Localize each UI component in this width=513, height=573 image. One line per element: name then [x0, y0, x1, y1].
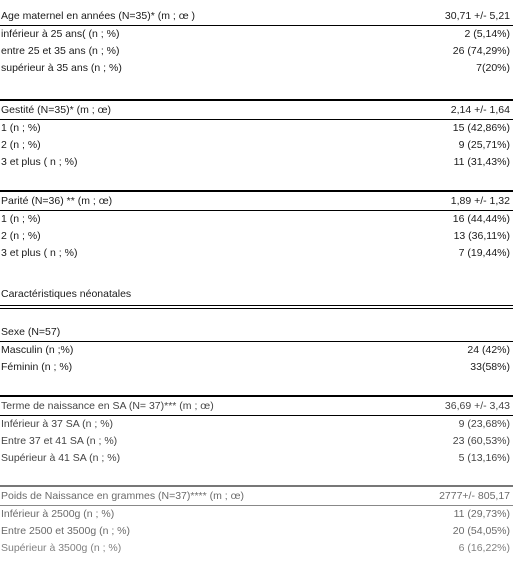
header-value: 1,89 +/- 1,32	[450, 195, 510, 207]
row-label: 3 et plus ( n ; %)	[1, 247, 78, 259]
section-title	[0, 286, 513, 303]
row-label: supérieur à 35 ans (n ; %)	[1, 62, 122, 74]
header-label: Poids de Naissance en grammes (N=37)**** (m ; œ)	[1, 490, 245, 502]
table-row	[0, 416, 513, 433]
section-sexe	[0, 324, 513, 376]
row-value: 20 (54,05%)	[452, 525, 510, 537]
section-divider	[0, 99, 513, 101]
table-row	[0, 43, 513, 60]
header-label: Terme de naissance en SA (N= 37)*** (m ; œ)	[1, 400, 214, 412]
row-label: 2 (n ; %)	[1, 230, 41, 242]
table-row	[0, 359, 513, 376]
section-divider	[0, 305, 513, 309]
header-label: Sexe (N=57)	[1, 326, 61, 338]
row-label: 1 (n ; %)	[1, 213, 41, 225]
section-divider	[0, 395, 513, 397]
table-row	[0, 506, 513, 523]
table-row	[0, 120, 513, 137]
section-age-maternel	[0, 8, 513, 77]
row-value: 23 (60,53%)	[452, 435, 510, 447]
row-value: 2 (5,14%)	[464, 28, 510, 40]
section-gestite	[0, 102, 513, 171]
row-label: Supérieur à 41 SA (n ; %)	[1, 452, 121, 464]
row-label: entre 25 et 35 ans (n ; %)	[1, 45, 120, 57]
row-label: Inférieur à 2500g (n ; %)	[1, 508, 115, 520]
row-label: Supérieur à 3500g (n ; %)	[1, 542, 122, 554]
section-header-row	[0, 398, 513, 416]
row-value: 5 (13,16%)	[458, 452, 510, 464]
header-label: Age maternel en années (N=35)* (m ; œ )	[1, 10, 196, 22]
table-row	[0, 154, 513, 171]
row-label: inférieur à 25 ans( (n ; %)	[1, 28, 120, 40]
section-header-row	[0, 8, 513, 26]
row-label: 1 (n ; %)	[1, 122, 41, 134]
row-value: 11 (31,43%)	[453, 156, 510, 168]
row-value: 11 (29,73%)	[453, 508, 510, 520]
header-value: 30,71 +/- 5,21	[444, 10, 510, 22]
table-row	[0, 228, 513, 245]
table-row	[0, 60, 513, 77]
row-value: 24 (42%)	[467, 344, 510, 356]
section-title-label: Caractéristiques néonatales	[1, 288, 132, 300]
table-row	[0, 211, 513, 228]
row-label: Inférieur à 37 SA (n ; %)	[1, 418, 114, 430]
row-label: 3 et plus ( n ; %)	[1, 156, 78, 168]
table-row	[0, 523, 513, 540]
header-label: Parité (N=36) ** (m ; œ)	[1, 195, 113, 207]
row-value: 9 (23,68%)	[458, 418, 510, 430]
section-poids-naissance	[0, 488, 513, 557]
section-header-row	[0, 193, 513, 211]
section-caracteristiques-neonatales	[0, 286, 513, 303]
row-value: 13 (36,11%)	[453, 230, 510, 242]
section-terme-naissance	[0, 398, 513, 467]
header-value: 2,14 +/- 1,64	[450, 104, 510, 116]
row-label: 2 (n ; %)	[1, 139, 41, 151]
row-label: Féminin (n ; %)	[1, 361, 73, 373]
section-header-row	[0, 324, 513, 342]
header-value: 2777+/- 805,17	[439, 490, 510, 502]
row-value: 7(20%)	[476, 62, 510, 74]
table-row	[0, 433, 513, 450]
row-label: Entre 37 et 41 SA (n ; %)	[1, 435, 118, 447]
table-row	[0, 245, 513, 262]
row-value: 16 (44,44%)	[452, 213, 510, 225]
row-value: 26 (74,29%)	[452, 45, 510, 57]
row-value: 15 (42,86%)	[452, 122, 510, 134]
row-value: 33(58%)	[470, 361, 510, 373]
header-value: 36,69 +/- 3,43	[444, 400, 510, 412]
section-parite	[0, 193, 513, 262]
section-divider	[0, 485, 513, 487]
header-label: Gestité (N=35)* (m ; œ)	[1, 104, 111, 116]
table-row	[0, 450, 513, 467]
table-row	[0, 342, 513, 359]
section-header-row	[0, 102, 513, 120]
row-value: 6 (16,22%)	[458, 542, 510, 554]
table-row	[0, 540, 513, 557]
row-label: Masculin (n ;%)	[1, 344, 74, 356]
section-divider	[0, 190, 513, 192]
table-row	[0, 137, 513, 154]
row-value: 7 (19,44%)	[458, 247, 510, 259]
row-label: Entre 2500 et 3500g (n ; %)	[1, 525, 130, 537]
row-value: 9 (25,71%)	[458, 139, 510, 151]
table-row	[0, 26, 513, 43]
section-header-row	[0, 488, 513, 506]
